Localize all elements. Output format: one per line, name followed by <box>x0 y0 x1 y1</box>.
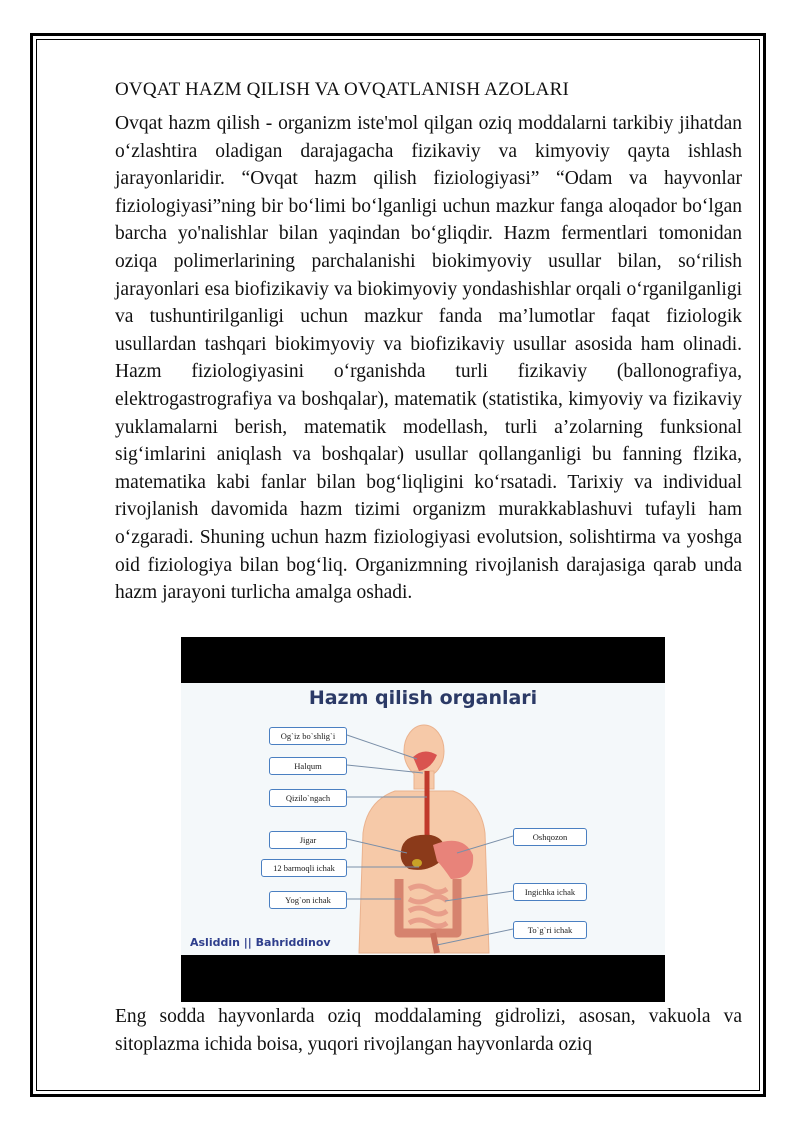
figure-black-bar-bottom <box>181 955 665 1002</box>
label-small-intestine: Ingichka ichak <box>513 883 587 901</box>
document-body <box>115 76 742 607</box>
label-rectum: To`g`ri ichak <box>513 921 587 939</box>
diagram-image <box>181 683 665 955</box>
image-credit: Asliddin || Bahriddinov <box>190 936 331 949</box>
paragraph-1: Ovqat hazm qilish - organizm iste'mol qilgan oziq moddalarni tarkibiy jihatdan o‘zlashtira oladigan darajagacha fizikaviy va kimyoviy qayta ishlash jarayonlaridir. “Ovqat hazm qilish fiziologiyasi” “Odam va hayvonlar fiziologiyasi”ning bir bo‘limi bo‘lganligi uchun mazkur fanga aloqador bo‘lgan barcha yo'nalishlar bilan yaqindan bo‘gliqdir. Hazm fermentlari tomonidan oziqa polimerlarining parchalanishi biokimyoviy usullar bilan, so‘rilish jarayonlari esa biofizikaviy va biokimyoviy yondashishlar orqali o‘rganilganligi va tushuntirilganligi uchun mazkur fanda ma’lumotlar faqat fiziologik usullardan tashqari biokimyoviy va biofizikaviy usullar asosida ham olinadi. Hazm fiziologiyasini o‘rganishda turli fizikaviy (ballonografiya, elektrogastrografiya va boshqalar), matematik (statistika, kimyoviy va fizikaviy yuklamalarni berish, matematik modellash, turli a’zolarning funksional sig‘imlarini aniqlash va boshqalar) usullar qollanganligi bu fanning flzika, matematika kabi fanlar bilan bog‘liqligini ko‘rsatadi. Tarixiy va individual rivojlanish davomida hazm tizimi organizm murakkablashuvi tufayli ham o‘zgaradi. Shuning uchun hazm fiziologiyasi evolutsion, solishtirma va yoshga oid fiziologiya bilan bog‘liq. Organizmning rivojlanish darajasiga qarab unda hazm jarayoni turlicha amalga oshadi. <box>115 113 742 604</box>
diagram-title: Hazm qilish organlari <box>308 687 538 709</box>
label-pharynx: Halqum <box>269 757 347 775</box>
label-liver: Jigar <box>269 831 347 849</box>
label-oral-cavity: Og`iz bo`shlig`i <box>269 727 347 745</box>
paragraph-2: Eng sodda hayvonlarda oziq moddalaming gidrolizi, asosan, vakuola va sitoplazma ichida boisa, yuqori rivojlangan hayvonlarda oziq <box>115 1006 742 1055</box>
label-esophagus: Qizilo`ngach <box>269 789 347 807</box>
anatomy-illustration <box>181 683 665 955</box>
label-duodenum: 12 barmoqli ichak <box>261 859 347 877</box>
label-stomach: Oshqozon <box>513 828 587 846</box>
digestive-organs-figure <box>181 637 665 1002</box>
label-large-intestine: Yog`on ichak <box>269 891 347 909</box>
rectum-shape <box>433 933 437 953</box>
figure-black-bar-top <box>181 637 665 683</box>
document-body-continued <box>115 1003 742 1058</box>
gallbladder-shape <box>412 859 422 867</box>
document-heading: OVQAT HAZM QILISH VA OVQATLANISH AZOLARI <box>115 79 569 100</box>
